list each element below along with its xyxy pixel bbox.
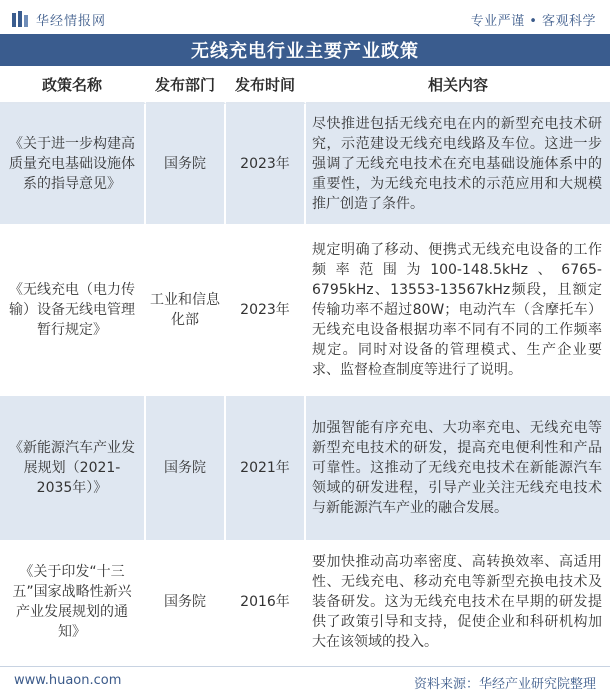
policy-content: 要加快推动高功率密度、高转换效率、高适用性、无线充电、移动充电等新型充换电技术及装备研发。这为无线充电技术在早期的研发提供了政策引导和支持，促使企业和科研机构加大在该领域的投入。 [306,542,610,664]
footer [0,666,610,695]
policy-dept: 国务院 [146,542,226,664]
table-row [0,104,610,226]
policy-year: 2023年 [226,226,306,396]
brand-logo [12,10,106,28]
footer-source: 资料来源：华经产业研究院整理 [413,677,596,692]
logo-text: 华经情报网 [36,13,107,29]
footer-url: www.huaon.com [14,673,122,688]
policy-name: 《关于进一步构建高质量充电基础设施体系的指导意见》 [0,104,146,226]
policy-dept: 国务院 [146,104,226,226]
policy-name: 《新能源汽车产业发展规划（2021-2035年）》 [0,396,146,542]
policy-content: 尽快推进包括无线充电在内的新型充电技术研究，示范建设无线充电线路及车位。这进一步强调了无线充电技术在充电基础设施体系中的重要性，为无线充电技术的示范应用和大规模推广创造了条件。 [306,104,610,226]
policy-name: 《无线充电（电力传输）设备无线电管理暂行规定》 [0,226,146,396]
policy-content: 加强智能有序充电、大功率充电、无线充电等新型充电技术的研发，提高充电便利性和产品可靠性。这推动了无线充电技术在新能源汽车领域的研发进程，引导产业关注无线充电技术与新能源汽车产业的融合发展。 [306,396,610,542]
policy-dept: 国务院 [146,396,226,542]
policy-table [0,66,610,664]
page-title: 无线充电行业主要产业政策 [191,41,419,62]
column-header-dept: 发布部门 [146,66,226,104]
policy-dept: 工业和信息化部 [146,226,226,396]
table-row [0,542,610,664]
policy-year: 2023年 [226,104,306,226]
top-bar [0,0,610,34]
table-header-row [0,66,610,104]
policy-name: 《关于印发“十三五”国家战略性新兴产业发展规划的通知》 [0,542,146,664]
slogan: 专业严谨 • 客观科学 [470,14,596,29]
policy-year: 2016年 [226,542,306,664]
column-header-name: 政策名称 [0,66,146,104]
logo-icon [12,11,30,27]
title-bar [0,34,610,66]
column-header-year: 发布时间 [226,66,306,104]
table-row [0,226,610,396]
policy-year: 2021年 [226,396,306,542]
table-row [0,396,610,542]
policy-content: 规定明确了移动、便携式无线充电设备的工作频率范围为100-148.5kHz、6765-6795kHz、13553-13567kHz频段，且额定传输功率不超过80W；电动汽车（含摩托车）无线充电设备根据功率不同有不同的工作频率规定。同时对设备的管理模式、生产企业要求、监督检查制度等进行了说明。 [306,226,610,396]
column-header-content: 相关内容 [306,66,610,104]
